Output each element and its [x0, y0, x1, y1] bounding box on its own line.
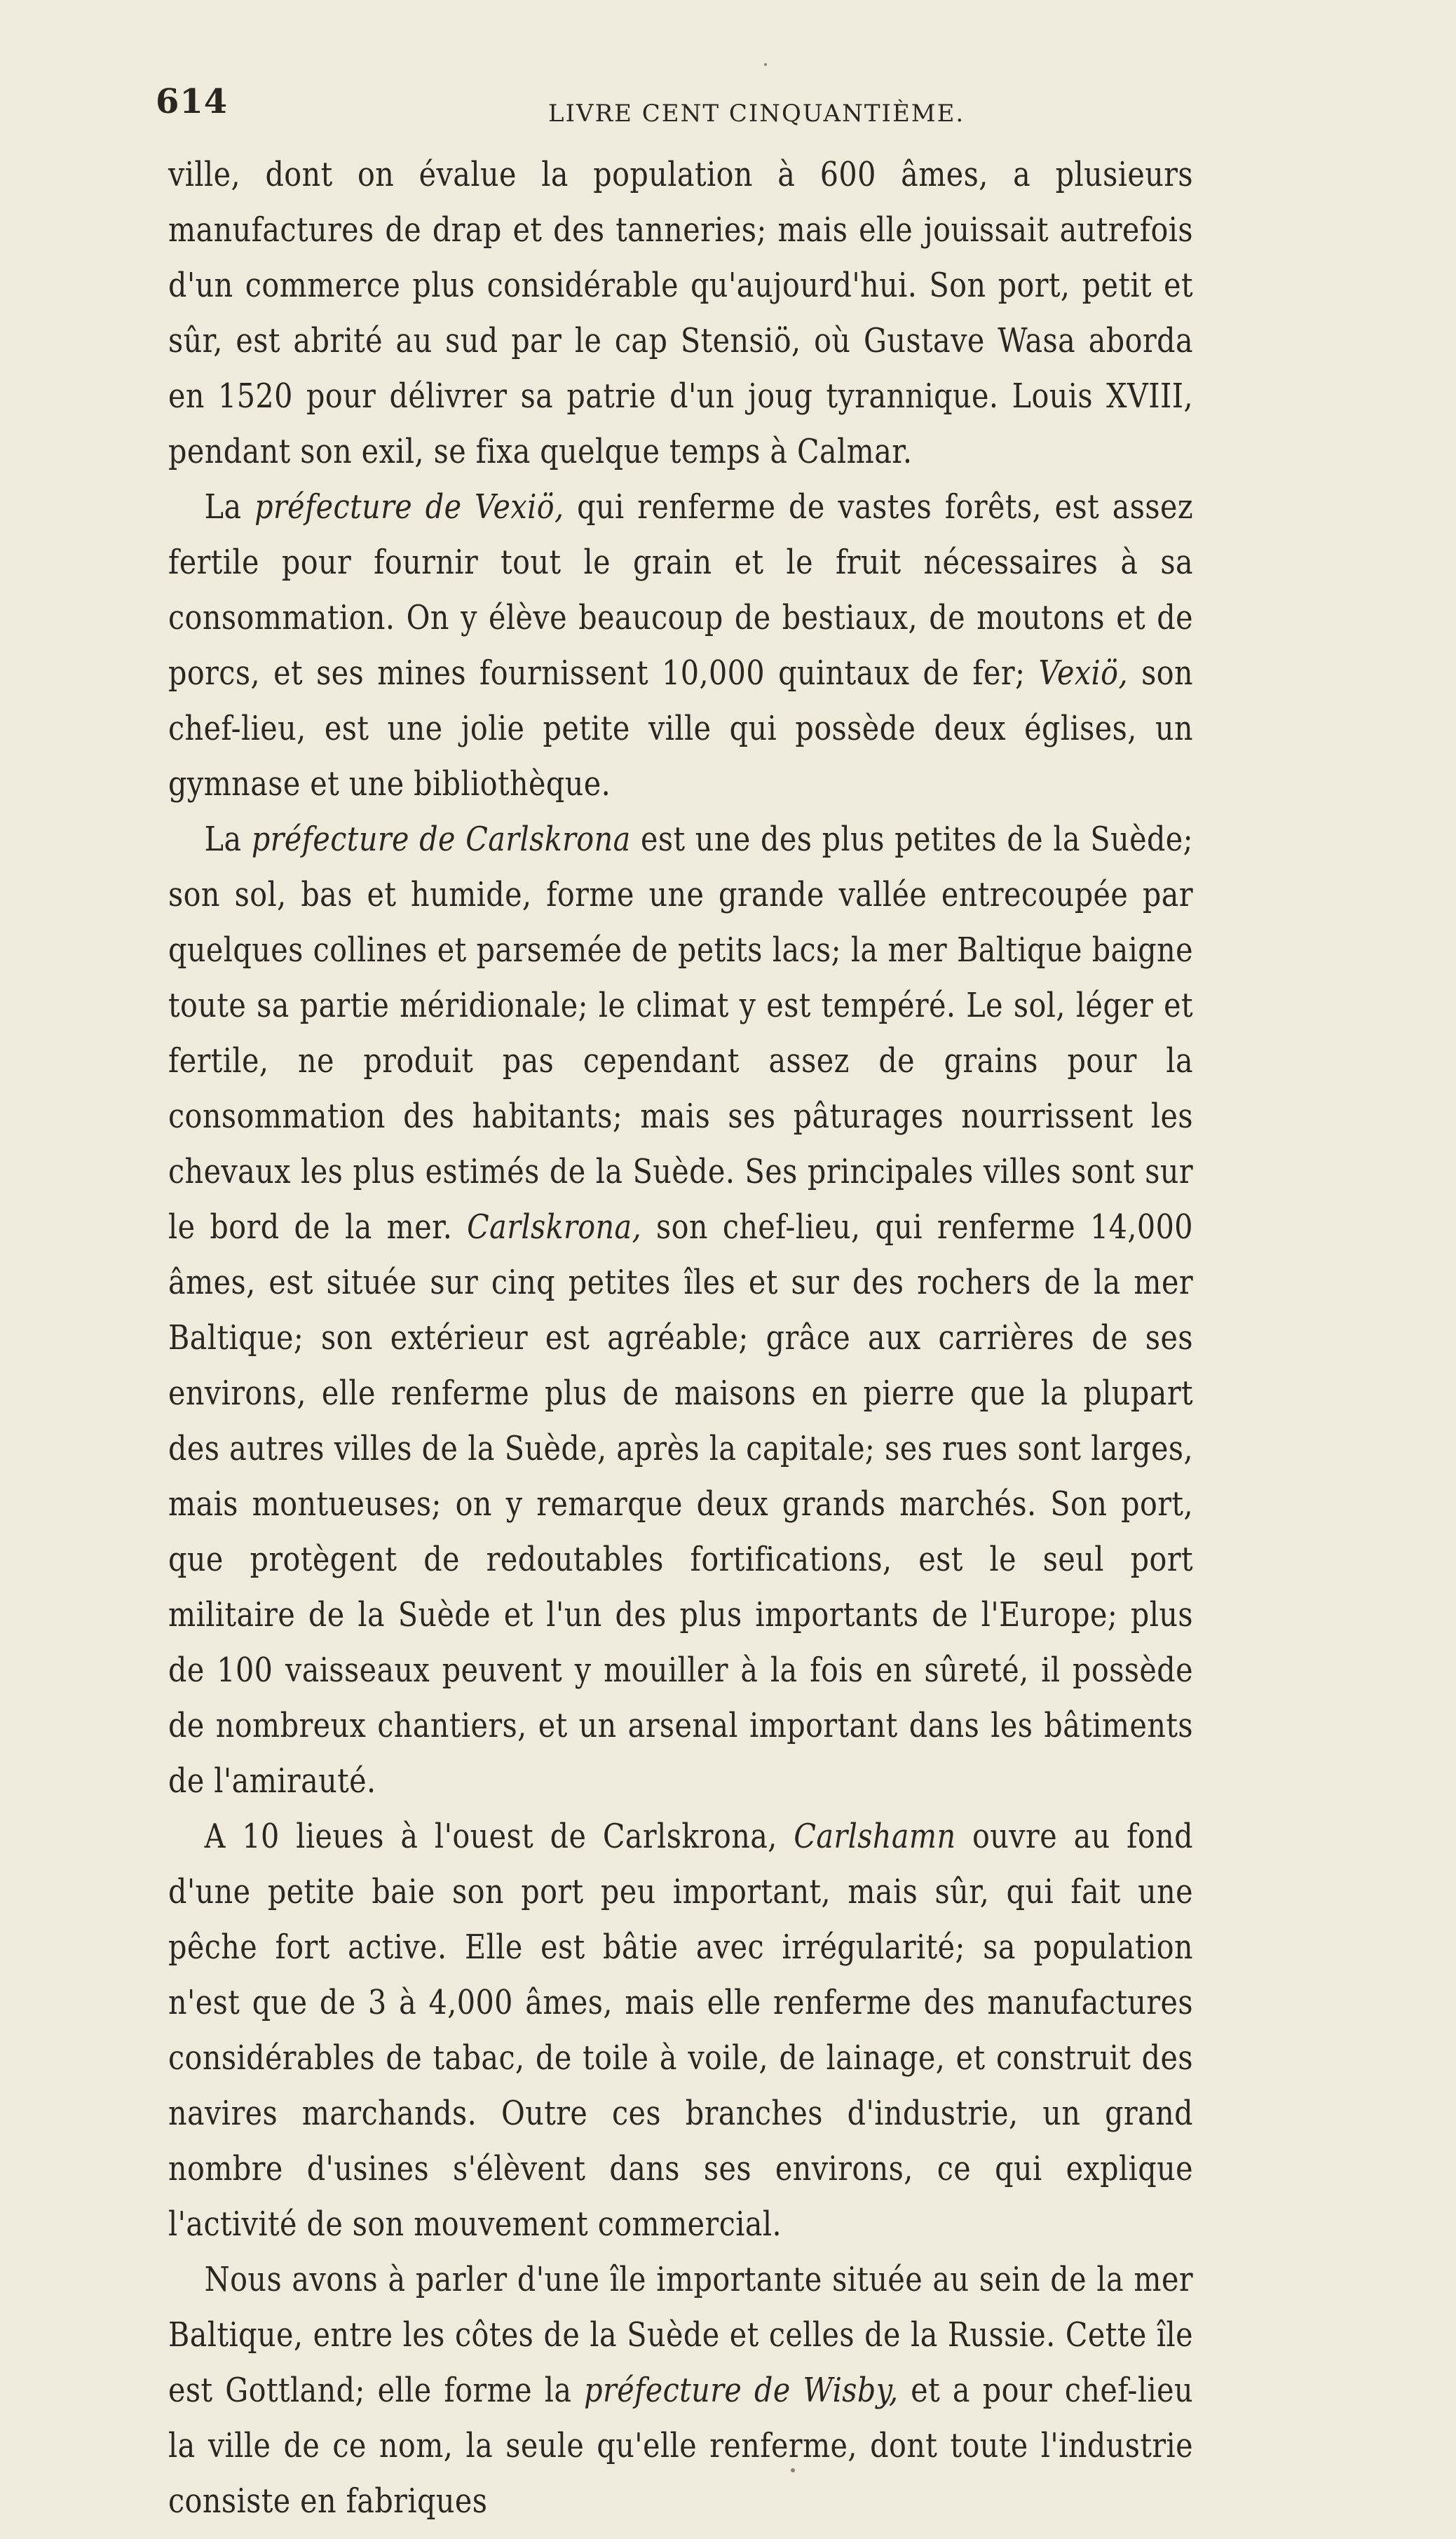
text-segment: est une des plus petites de la Suède; son sol, bas et humide, forme une grande vallée entrecoupée par quelques collines et parsemée de petits lacs; la mer Baltique baigne toute sa partie méridionale; le climat y est tempéré. Le sol, léger et fertile, ne produit pas cependant assez de grains pour la consommation des habitants; mais ses pâturages nourrissent les chevaux les plus estimés de la Suède. Ses principales villes sont sur le bord de la mer.	[168, 820, 1194, 1247]
paper-speck	[764, 63, 767, 66]
italic-segment: préfecture de Wisby,	[584, 2371, 899, 2410]
paragraph	[168, 147, 1193, 480]
text-segment: et a pour chef-lieu la ville de ce nom, la seule qu'elle renferme, dont toute l'industrie consiste en fabriques	[168, 2371, 1194, 2521]
italic-segment: Carlshamn	[794, 1817, 956, 1856]
text-segment: La	[204, 820, 252, 859]
text-segment: son chef-lieu, qui renferme 14,000 âmes, est située sur cinq petites îles et sur des rochers de la mer Baltique; son extérieur est agréable; grâce aux carrières de ses environs, elle renferme plus de maisons en pierre que la plupart des autres villes de la Suède, après la capitale; ses rues sont larges, mais montueuses; on y remarque deux grands marchés. Son port, que protègent de redoutables fortifications, est le seul port militaire de la Suède et l'un des plus importants de l'Europe; plus de 100 vaisseaux peuvent y mouiller à la fois en sûreté, il possède de nombreux chantiers, et un arsenal important dans les bâtiments de l'amirauté.	[168, 1207, 1194, 1801]
paragraph	[168, 1809, 1193, 2252]
text-segment: ouvre au fond d'une petite baie son port peu important, mais sûr, qui fait une pêche fort active. Elle est bâtie avec irrégularité; sa population n'est que de 3 à 4,000 âmes, mais elle renferme des manufactures considérables de tabac, de toile à voile, de lainage, et construit des navires marchands. Outre ces branches d'industrie, un grand nombre d'usines s'élèvent dans ses environs, ce qui explique l'activité de son mouvement commercial.	[168, 1817, 1193, 2244]
paper-speck	[791, 2468, 795, 2472]
text-segment: A 10 lieues à l'ouest de Carlskrona,	[204, 1817, 794, 1856]
text-segment: qui renferme de vastes forêts, est assez fertile pour fournir tout le grain et le fruit nécessaires à sa consommation. On y élève beaucoup de bestiaux, de moutons et de porcs, et ses mines fournissent 10,000 quintaux de fer;	[168, 487, 1194, 693]
page-number: 614	[156, 82, 229, 121]
italic-segment: Vexiö,	[1038, 654, 1129, 693]
italic-segment: préfecture de Vexiö,	[254, 487, 564, 527]
text-segment: ville, dont on évalue la population à 600 âmes, a plusieurs manufactures de drap et des tanneries; mais elle jouissait autrefois d'un commerce plus considérable qu'aujourd'hui. Son port, petit et sûr, est abrité au sud par le cap Stensiö, où Gustave Wasa aborda en 1520 pour délivrer sa patrie d'un joug tyrannique. Louis XVIII, pendant son exil, se fixa quelque temps à Calmar.	[168, 155, 1193, 471]
paragraph	[168, 480, 1193, 812]
paragraph	[168, 2252, 1193, 2529]
italic-segment: préfecture de Carlskrona	[251, 820, 631, 859]
running-head: LIVRE CENT CINQUANTIÈME.	[548, 100, 965, 128]
body-text	[168, 147, 1193, 2529]
text-segment: son chef-lieu, est une jolie petite ville qui possède deux églises, un gymnase et une bibliothèque.	[168, 654, 1194, 804]
italic-segment: Carlskrona,	[467, 1207, 642, 1247]
paragraph	[168, 812, 1193, 1809]
text-segment: Nous avons à parler d'une île importante située au sein de la mer Baltique, entre les côtes de la Suède et celles de la Russie. Cette île est Gottland; elle forme la	[168, 2260, 1194, 2410]
text-segment: La	[204, 487, 255, 527]
